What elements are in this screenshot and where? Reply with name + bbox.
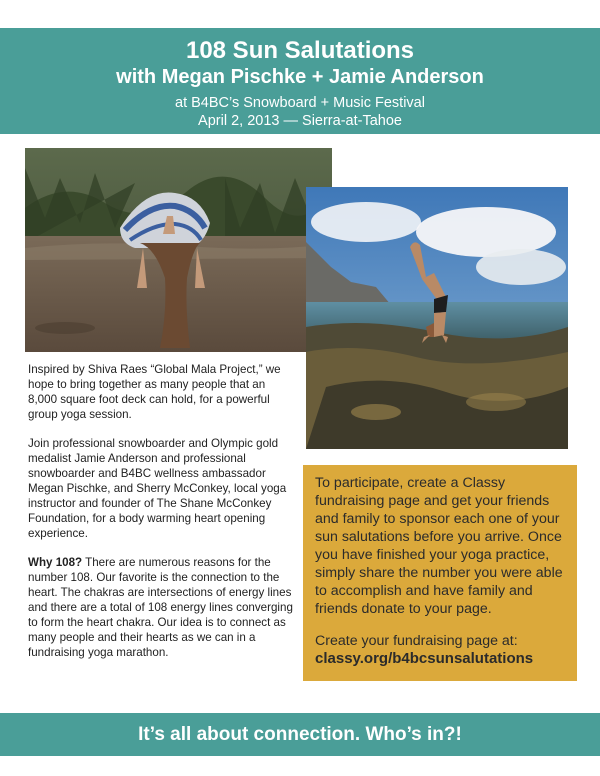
event-title: 108 Sun Salutations — [185, 37, 415, 64]
footer-banner — [0, 713, 600, 756]
event-venue: at B4BC’s Snowboard + Music Festival — [175, 95, 425, 111]
intro-paragraph: Inspired by Shiva Raes “Global Mala Project,” we hope to bring together as many people that an 8,000 square foot deck can hold, for a powerful group yoga session. — [28, 363, 281, 421]
callout-text: To participate, create a Classy fundraising page and get your friends and family to sponsor each one of your sun salutations before you arrive. Once you have finished your yoga practice, simply share the number you were able to accomplish and have family and friends donate to your page. — [315, 475, 563, 617]
cta-label: Create your fundraising page at: — [315, 633, 518, 649]
why-108-paragraph — [28, 555, 293, 660]
header-banner — [0, 28, 600, 134]
beach-forward-bend-photo — [25, 148, 332, 352]
participation-callout — [303, 465, 577, 681]
body-text — [28, 362, 293, 674]
hosts-paragraph: Join professional snowboarder and Olympic gold medalist Jamie Anderson and professional snowboarder and B4BC wellness ambassador Megan Pischke, and Sherry McConkey, local yoga instructor and founder of The Shane McConkey Foundation, for a body warming heart opening experience. — [28, 437, 287, 540]
event-date-location: April 2, 2013 — Sierra-at-Tahoe — [198, 113, 402, 129]
event-subtitle: with Megan Pischke + Jamie Anderson — [116, 66, 484, 88]
fundraising-url-link[interactable]: classy.org/b4bcsunsalutations — [315, 650, 534, 667]
why-108-label: Why 108? — [28, 556, 83, 569]
why-108-text: There are numerous reasons for the number 108. Our favorite is the connection to the heart. The chakras are intersections of energy lines and there are a total of 108 energy lines converging to form the heart chakra. Our idea is to connect as many people and their hearts as we can in a fundraising yoga marathon. — [28, 556, 293, 659]
handstand-photo — [306, 187, 568, 449]
footer-tagline: It’s all about connection. Who’s in?! — [138, 724, 462, 745]
